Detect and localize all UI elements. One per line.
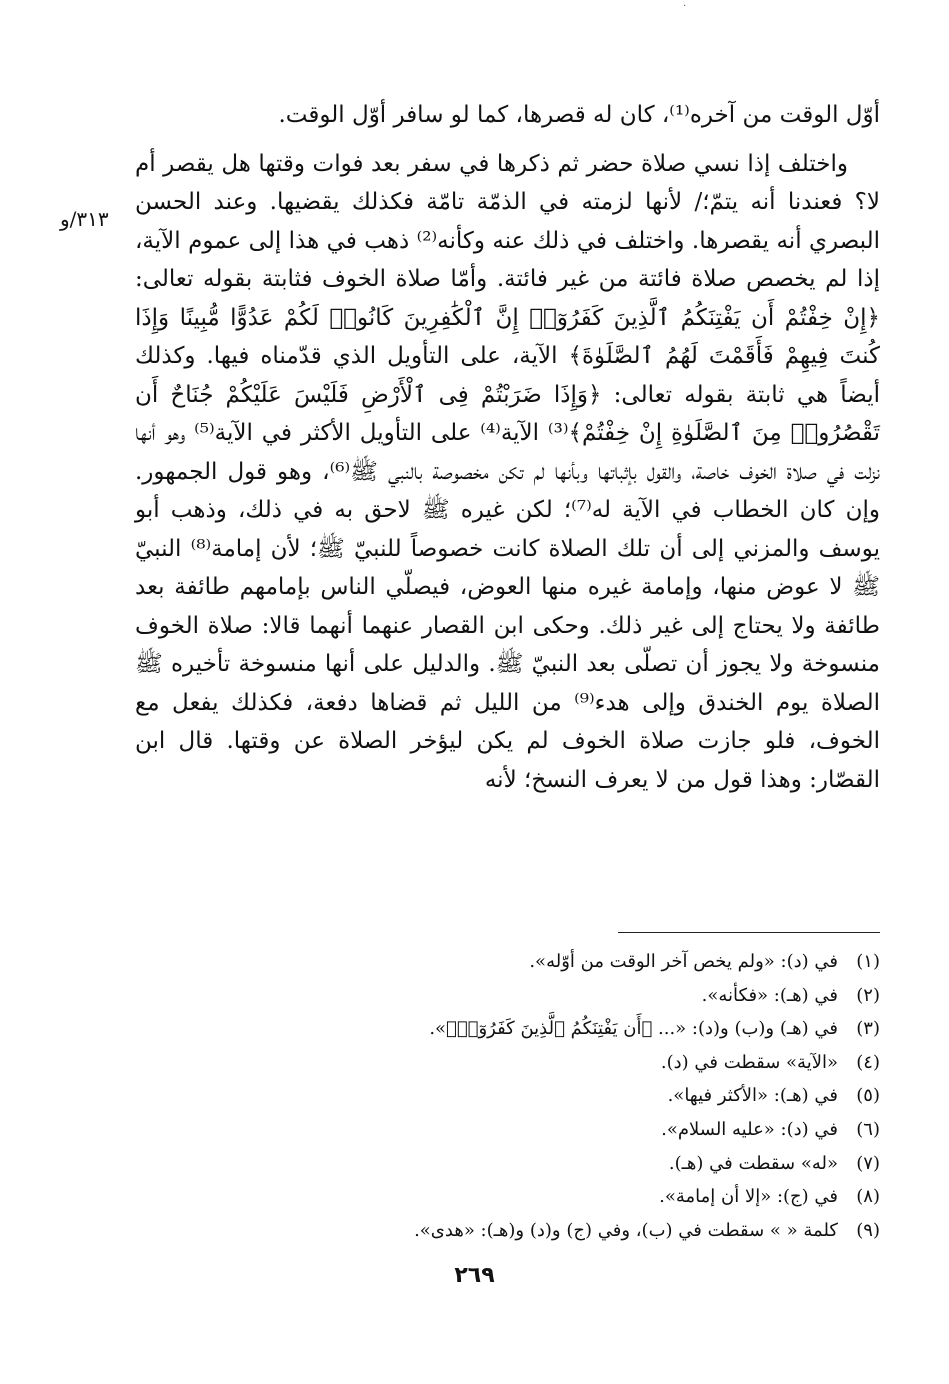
footnote-text: في (د): «عليه السلام».	[661, 1118, 838, 1140]
footnote	[135, 1079, 880, 1113]
footnote-number: (٥)	[856, 1085, 880, 1107]
footnote-number: (٢)	[856, 984, 880, 1006]
page-number: ٢٦٩	[454, 1263, 495, 1288]
footnote	[135, 1147, 880, 1181]
footnote	[135, 945, 880, 979]
footnote-number: (٧)	[856, 1152, 880, 1174]
main-text	[135, 96, 880, 799]
footnote-text: كلمة « » سقطت في (ب)، وفي (ج) و(د) و(هـ): «هدى».	[414, 1219, 838, 1241]
footnote	[135, 1180, 880, 1214]
footnote-text: في (ج): «إلا أن إمامة».	[659, 1186, 838, 1208]
footnote-text: «له» سقطت في (هـ).	[668, 1152, 838, 1174]
footnote	[135, 1113, 880, 1147]
footnotes	[135, 945, 880, 1247]
footnote	[135, 1012, 880, 1046]
footnote-text: في (د): «ولم يخص آخر الوقت من أوّله».	[529, 951, 838, 972]
footnote-separator	[618, 932, 880, 933]
folio-margin-note: ٣١٣/و	[60, 207, 109, 231]
paragraph: واختلف إذا نسي صلاة حضر ثم ذكرها في سفر بعد فوات وقتها هل يقصر أم لا؟ فعندنا أنه يتمّ؛/ لأنها لزمته في الذمّة تامّة فكذلك يقضيها. وعند الحسن البصري أنه يقصرها. واختلف في ذلك عنه وكأنه⁽²⁾ ذهب في هذا إلى عموم الآية، إذا لم يخصص صلاة فائتة من غير فائتة. وأمّا صلاة الخوف فثابتة بقوله تعالى: ﴿إِنْ خِفْتُمْ أَن يَفْتِنَكُمُ ٱلَّذِينَ كَفَرُوٓا۟ إِنَّ ٱلْكَٰفِرِينَ كَانُوا۟ لَكُمْ عَدُوًّا مُّبِينًا وَإِذَا كُنتَ فِيهِمْ فَأَقَمْتَ لَهُمُ ٱلصَّلَوٰةَ﴾ الآية، على التأويل الذي قدّمناه فيها. وكذلك أيضاً هي ثابتة بقوله تعالى: ﴿وَإِذَا ضَرَبْتُمْ فِى ٱلْأَرْضِ فَلَيْسَ عَلَيْكُمْ جُنَاحٌ أَن تَقْصُرُوا۟ مِنَ ٱلصَّلَوٰةِ إِنْ خِفْتُمْ﴾⁽³⁾ الآية⁽⁴⁾ على التأويل الأكثر في الآية⁽⁵⁾ وهو أنها نزلت في صلاة الخوف خاصة، والقول بإثباتها وبأنها لم تكن مخصوصة بالنبي ﷺ⁽⁶⁾، وهو قول الجمهور. وإن كان الخطاب في الآية له⁽⁷⁾؛ لكن غيره ﷺ لاحق به في ذلك، وذهب أبو يوسف والمزني إلى أن تلك الصلاة كانت خصوصاً للنبيّ ﷺ؛ لأن إمامة⁽⁸⁾ النبيّ ﷺ لا عوض منها، وإمامة غيره منها العوض، فيصلّي الناس بإمامهم طائفة بعد طائفة ولا يحتاج إلى غير ذلك. وحكى ابن القصار عنهما أنهما قالا: صلاة الخوف منسوخة ولا يجوز أن تصلّى بعد النبيّ ﷺ. والدليل على أنها منسوخة تأخيره ﷺ الصلاة يوم الخندق وإلى هدء⁽⁹⁾ من الليل ثم قضاها دفعة، فكذلك يفعل مع الخوف، فلو جازت صلاة الخوف لم يكن ليؤخر الصلاة عن وقتها. قال ابن القصّار: وهذا قول من لا يعرف النسخ؛ لأنه	[135, 150, 881, 793]
footnote-text: في (هـ): «فكأنه».	[701, 984, 838, 1006]
footnote-number: (١)	[856, 951, 880, 972]
footnote	[135, 1214, 880, 1248]
footnote-text: في (هـ) و(ب) و(د): «... ﴿أَن يَفْتِنَكُمُ ٱلَّذِينَ كَفَرُوٓا۟﴾».	[429, 1018, 838, 1040]
footnote-text: «الآية» سقطت في (د).	[660, 1051, 838, 1073]
footnote	[135, 1046, 880, 1080]
paragraph: أوّل الوقت من آخره⁽¹⁾، كان له قصرها، كما لو سافر أوّل الوقت.	[278, 102, 880, 128]
footnote-number: (٣)	[856, 1018, 880, 1040]
footnote	[135, 979, 880, 1013]
top-mark: ·	[683, 1, 687, 12]
footnote-number: (٩)	[856, 1219, 880, 1241]
footnote-text: في (هـ): «الأكثر فيها».	[667, 1085, 838, 1107]
footnote-number: (٤)	[856, 1051, 880, 1073]
footnote-number: (٨)	[856, 1186, 880, 1208]
footnote-number: (٦)	[856, 1118, 880, 1140]
